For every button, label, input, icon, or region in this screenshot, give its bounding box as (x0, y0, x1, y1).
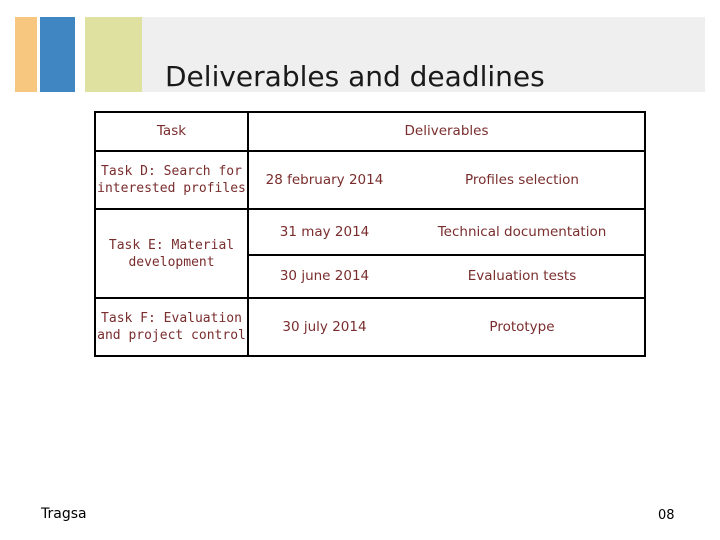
table-header-row (95, 112, 645, 151)
task-cell: Task F: Evaluation and project control (95, 298, 248, 356)
date-cell: 31 may 2014 (248, 209, 400, 255)
date-cell: 30 july 2014 (248, 298, 400, 356)
header-task: Task (95, 112, 248, 151)
slide-title: Deliverables and deadlines (165, 60, 545, 93)
footer-organization: Tragsa (41, 506, 87, 522)
table-row (95, 209, 645, 255)
table-row (95, 151, 645, 209)
task-cell: Task D: Search for interested profiles (95, 151, 248, 209)
accent-bar-green (85, 17, 142, 92)
deliverable-cell: Technical documentation (400, 209, 645, 255)
header-deliverables: Deliverables (248, 112, 645, 151)
page-number: 08 (658, 508, 675, 523)
task-cell: Task E: Material development (95, 209, 248, 298)
deliverable-cell: Evaluation tests (400, 255, 645, 298)
date-cell: 28 february 2014 (248, 151, 400, 209)
deliverable-cell: Profiles selection (400, 151, 645, 209)
deliverables-table (94, 111, 646, 357)
accent-bar-orange (15, 17, 37, 92)
date-cell: 30 june 2014 (248, 255, 400, 298)
accent-bar-blue (40, 17, 75, 92)
deliverable-cell: Prototype (400, 298, 645, 356)
table-row (95, 298, 645, 356)
